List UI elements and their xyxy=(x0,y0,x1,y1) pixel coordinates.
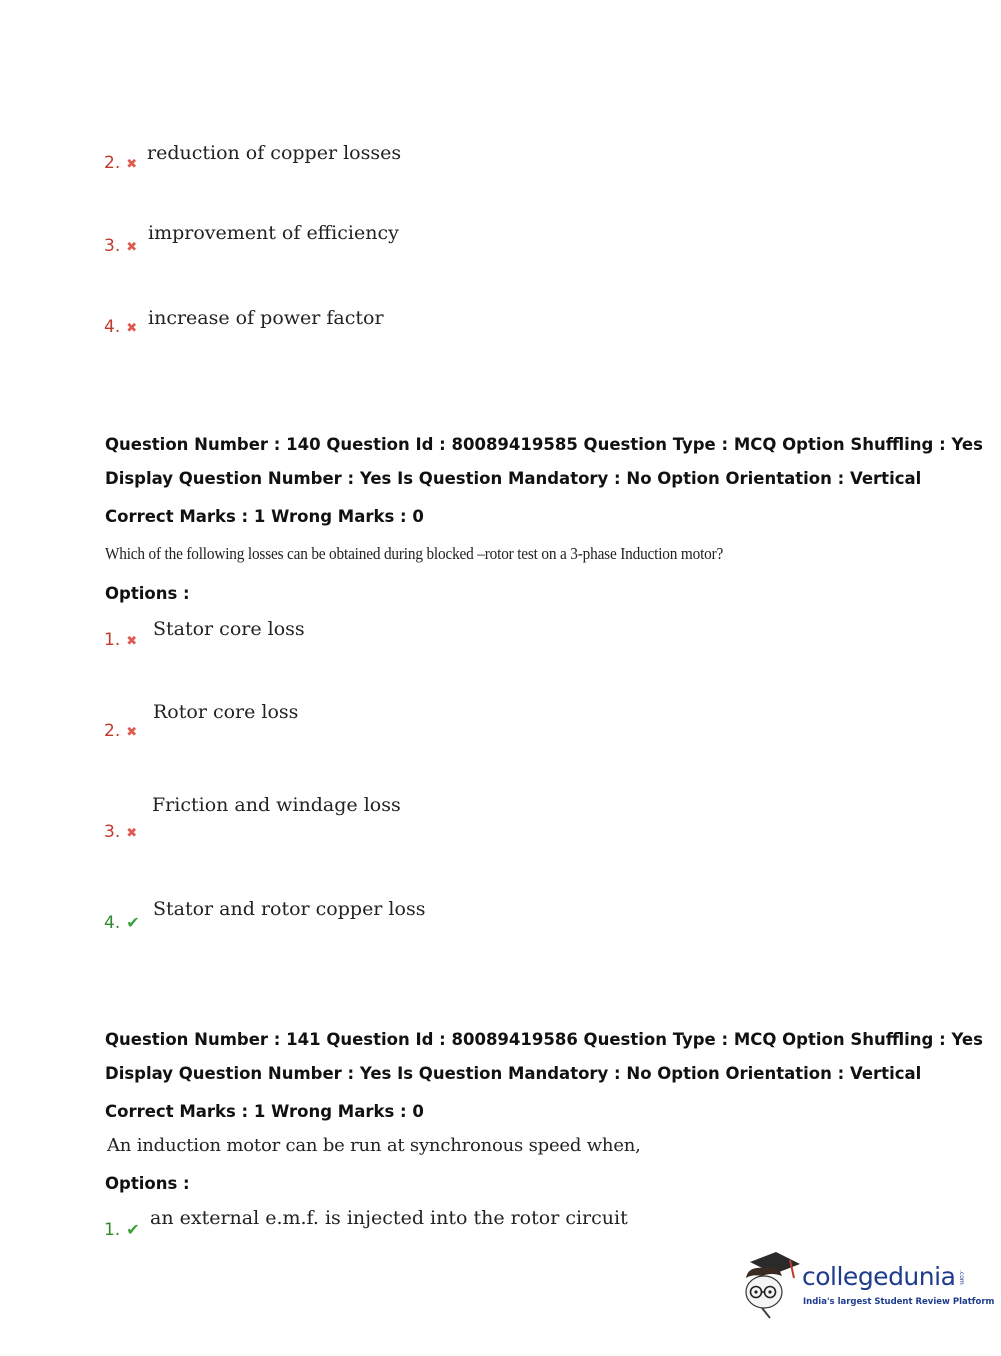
options-label: Options : xyxy=(105,1174,190,1193)
option-text: an external e.m.f. is injected into the rotor circuit xyxy=(150,1207,628,1229)
option-row xyxy=(104,1220,140,1240)
check-icon: ✔ xyxy=(126,913,140,932)
option-number: 3. xyxy=(104,822,121,842)
option-number: 4. xyxy=(104,317,121,337)
option-row xyxy=(104,822,137,842)
brand-tagline: India's largest Student Review Platform xyxy=(803,1297,995,1307)
question-meta-line: Question Number : 141 Question Id : 80089419586 Question Type : MCQ Option Shuffling : Yes xyxy=(105,1030,983,1049)
option-number: 1. xyxy=(104,1220,121,1240)
brand-suffix: .com xyxy=(958,1270,965,1285)
option-text: reduction of copper losses xyxy=(147,142,402,164)
option-row xyxy=(104,913,140,933)
cross-icon: ✖ xyxy=(126,321,138,336)
cross-icon: ✖ xyxy=(126,157,138,172)
option-row xyxy=(104,630,137,650)
cross-icon: ✖ xyxy=(126,634,138,649)
collegedunia-logo xyxy=(742,1248,995,1320)
question-meta-line: Question Number : 140 Question Id : 80089419585 Question Type : MCQ Option Shuffling : Yes xyxy=(105,435,983,454)
check-icon: ✔ xyxy=(126,1220,140,1239)
question-marks: Correct Marks : 1 Wrong Marks : 0 xyxy=(105,1102,424,1121)
cross-icon: ✖ xyxy=(126,826,138,841)
mascot-icon xyxy=(742,1248,802,1320)
cross-icon: ✖ xyxy=(126,240,138,255)
option-row xyxy=(104,317,137,337)
option-text: Stator core loss xyxy=(153,618,305,640)
question-marks: Correct Marks : 1 Wrong Marks : 0 xyxy=(105,507,424,526)
option-number: 1. xyxy=(104,630,121,650)
option-row xyxy=(104,721,137,741)
option-text: increase of power factor xyxy=(148,307,384,329)
option-row xyxy=(104,236,137,256)
options-label: Options : xyxy=(105,584,190,603)
option-text: Rotor core loss xyxy=(153,701,299,723)
option-number: 2. xyxy=(104,721,121,741)
option-row xyxy=(104,153,137,173)
option-text: Friction and windage loss xyxy=(152,794,401,816)
option-number: 2. xyxy=(104,153,121,173)
option-number: 4. xyxy=(104,913,121,933)
question-meta-line: Display Question Number : Yes Is Question Mandatory : No Option Orientation : Vertical xyxy=(105,469,922,488)
cross-icon: ✖ xyxy=(126,725,138,740)
question-meta-line: Display Question Number : Yes Is Question Mandatory : No Option Orientation : Vertical xyxy=(105,1064,922,1083)
option-text: Stator and rotor copper loss xyxy=(153,898,426,920)
option-number: 3. xyxy=(104,236,121,256)
question-text: Which of the following losses can be obtained during blocked –rotor test on a 3-phase Induction motor? xyxy=(105,544,724,563)
question-text: An induction motor can be run at synchronous speed when, xyxy=(107,1135,641,1156)
option-text: improvement of efficiency xyxy=(148,222,399,244)
brand-name: collegedunia xyxy=(802,1262,956,1291)
